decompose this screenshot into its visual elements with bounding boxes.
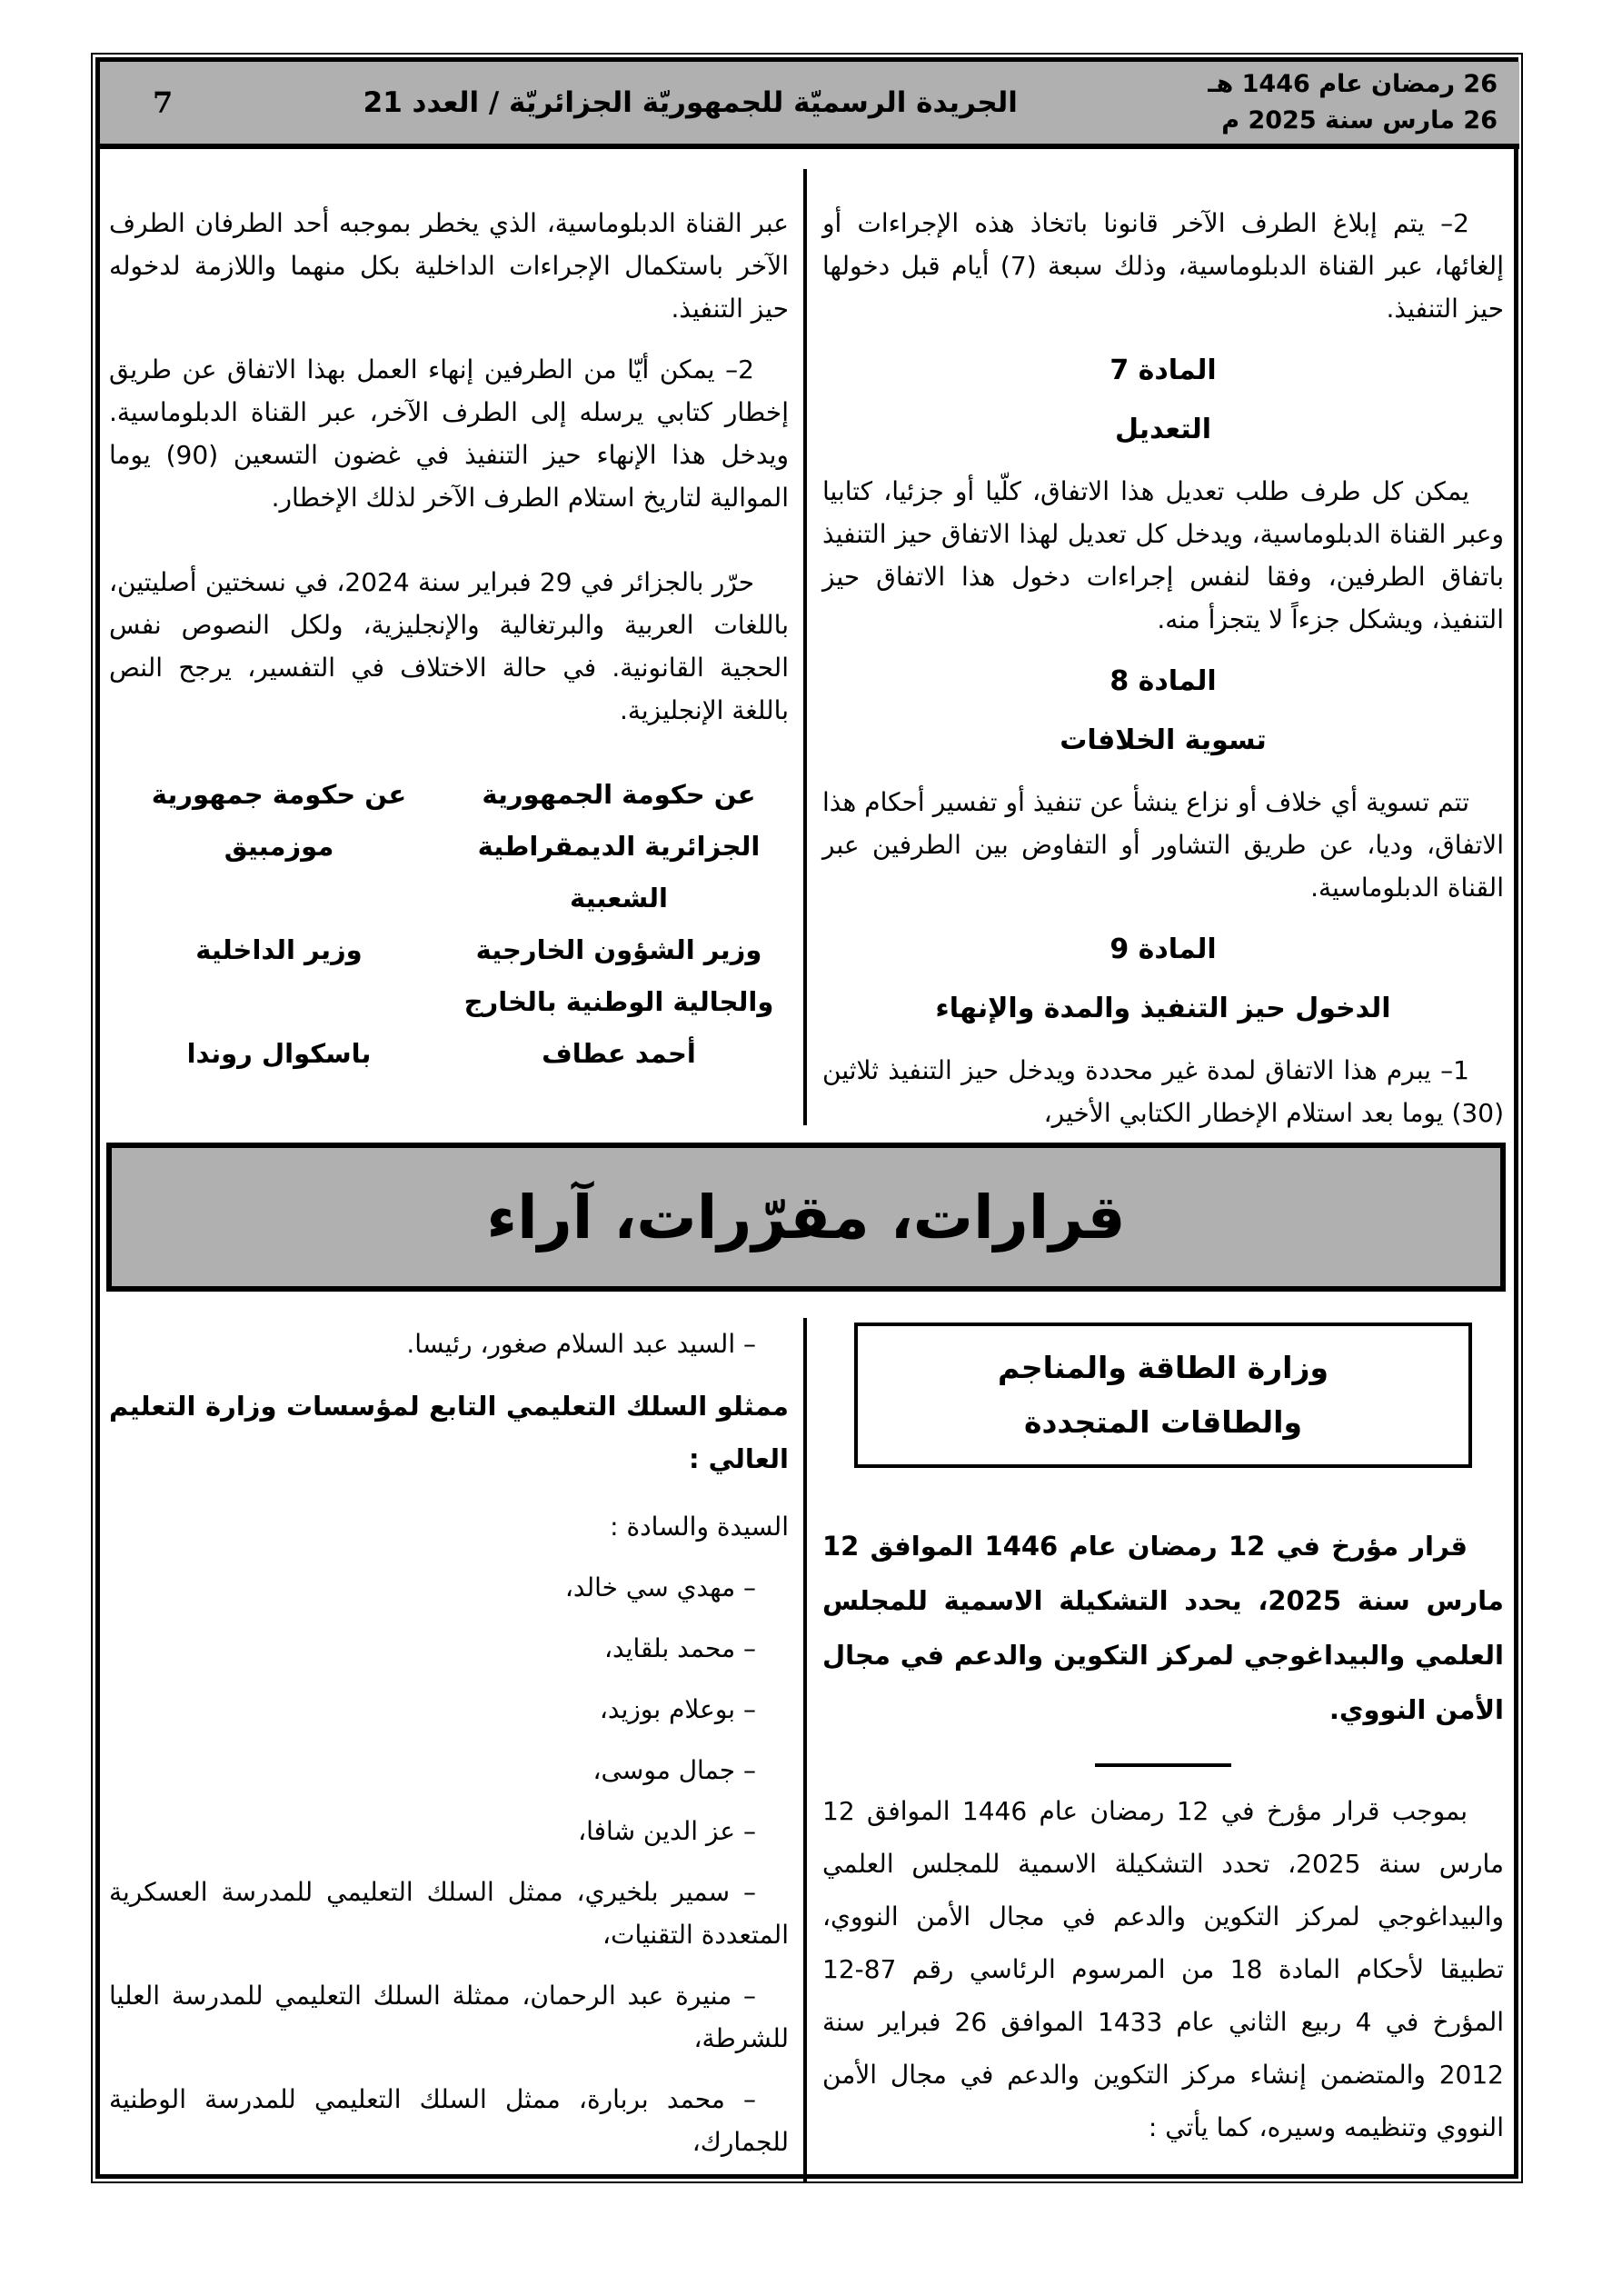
header-dates: [1208, 66, 1519, 139]
member-item: – محمد بربارة، ممثل السلك التعليمي للمدرسة الوطنية للجمارك،: [109, 2084, 789, 2157]
signature-mozambique-line: موزمبيق: [224, 830, 334, 862]
agreement-left-column: [109, 202, 789, 1079]
decree-intro: قرار مؤرخ في 12 رمضان عام 1446 الموافق 12 مارس سنة 2025، يحدد التشكيلة الاسمية للمجلس العلمي والبيداغوجي لمركز التكوين والدعم في مجال الأمن النووي.: [822, 1531, 1504, 1725]
member-item: – بوعلام بوزيد،: [599, 1694, 756, 1724]
bottom-column-divider: [803, 1318, 807, 2181]
article-7-subtitle: التعديل: [1114, 414, 1212, 445]
paragraph-amendment: يمكن كل طرف طلب تعديل هذا الاتفاق، كلّيا أو جزئيا، كتابيا وعبر القناة الدبلوماسية، ويدخل كل تعديل لهذا الاتفاق حيز التنفيذ باتفاق الطرفين، وفقا لنفس إجراءات دخول هذا الاتفاق حيز التنفيذ، ويشكل جزءاً لا يتجزأ منه.: [822, 476, 1504, 634]
article-7-title: المادة 7: [1110, 354, 1217, 386]
decree-body: بموجب قرار مؤرخ في 12 رمضان عام 1446 الموافق 12 مارس سنة 2025، تحدد التشكيلة الاسمية للمجلس العلمي والبيداغوجي لمركز التكوين والدعم في مجال الأمن النووي، تطبيقا لأحكام المادة 18 من المرسوم الرئاسي رقم 87-12 المؤرخ في 4 ربيع الثاني عام 1433 الموافق 26 فبراير سنة 2012 والمتضمن إنشاء مركز التكوين والدعم في مجال الأمن النووي وتنظيمه وسيره، كما يأتي :: [822, 1796, 1505, 2142]
signature-algeria-line: عن حكومة الجمهورية: [482, 778, 756, 810]
signature-block: [109, 768, 789, 1079]
top-column-divider: [803, 169, 807, 1125]
section-banner: [106, 1143, 1506, 1292]
decree-left-column: [109, 1323, 789, 2163]
header-bar: [100, 62, 1519, 149]
section-banner-title: قرارات، مقرّرات، آراء: [486, 1182, 1126, 1253]
paragraph-notification: 2– يتم إبلاغ الطرف الآخر قانونا باتخاذ هذه الإجراءات أو إلغائها، عبر القناة الدبلوماسية، وذلك سبعة (7) أيام قبل دخولها حيز التنفيذ.: [822, 208, 1504, 324]
article-8-subtitle: تسوية الخلافات: [1060, 724, 1267, 756]
decree-right-column: [822, 1323, 1504, 2154]
paragraph-done-at: حرّر بالجزائر في 29 فبراير سنة 2024، في نسختين أصليتين، باللغات العربية والبرتغالية والإنجليزية، ولكل النصوص نفس الحجية القانونية. في حالة الاختلاف في التفسير، يرجح النص باللغة الإنجليزية.: [109, 567, 789, 725]
article-9-subtitle: الدخول حيز التنفيذ والمدة والإنهاء: [935, 993, 1391, 1024]
paragraph-continuation: عبر القناة الدبلوماسية، الذي يخطر بموجبه أحد الطرفان الطرف الآخر باستكمال الإجراءات الداخلية بكل منهما واللازمة لدخوله حيز التنفيذ.: [109, 208, 789, 324]
article-9-title: المادة 9: [1110, 933, 1217, 965]
date-hijri: 26 رمضان عام 1446 هـ: [1208, 70, 1498, 98]
chairman-line: – السيد عبد السلام صغور، رئيسا.: [406, 1329, 756, 1359]
signature-mozambique-name: باسكوال روندا: [186, 1037, 372, 1069]
ministry-title-line1: وزارة الطاقة والمناجم: [998, 1350, 1328, 1385]
article-8-title: المادة 8: [1110, 665, 1217, 697]
date-gregorian: 26 مارس سنة 2025 م: [1221, 106, 1498, 135]
signature-algeria-line: الشعبية: [570, 882, 668, 913]
signature-algeria-name: أحمد عطاف: [542, 1037, 696, 1069]
paragraph-termination: 2– يمكن أيّا من الطرفين إنهاء العمل بهذا الاتفاق عن طريق إخطار كتابي يرسله إلى الطرف الآخر، عبر القناة الدبلوماسية. ويدخل هذا الإنهاء حيز التنفيذ في غضون التسعين (90) يوما الموالية لتاريخ استلام الطرف الآخر لذلك الإخطار.: [109, 354, 789, 513]
member-item: – محمد بلقايد،: [603, 1633, 756, 1663]
page-number: 7: [153, 85, 174, 120]
member-item: – مهدي سي خالد،: [564, 1572, 756, 1602]
paragraph-disputes: تتم تسوية أي خلاف أو نزاع ينشأ عن تنفيذ أو تفسير أحكام هذا الاتفاق، وديا، عن طريق التشاور أو التفاوض بين الطرفين عبر القناة الدبلوماسية.: [822, 787, 1504, 903]
separator-rule: [1095, 1763, 1231, 1767]
journal-title: الجريدة الرسميّة للجمهوريّة الجزائريّة / العدد 21: [363, 86, 1018, 119]
member-item: – سمير بلخيري، ممثل السلك التعليمي للمدرسة العسكرية المتعددة التقنيات،: [109, 1877, 789, 1950]
signature-mozambique-line: وزير الداخلية: [195, 933, 363, 965]
signature-algeria-line: الجزائرية الديمقراطية: [477, 830, 761, 862]
member-item: – جمال موسى،: [592, 1755, 756, 1785]
ministry-title-box: [854, 1323, 1472, 1468]
signature-algeria-line: والجالية الوطنية بالخارج: [463, 985, 774, 1017]
ministry-title-line2: والطاقات المتجددة: [1024, 1404, 1302, 1440]
signature-mozambique-line: عن حكومة جمهورية: [151, 778, 407, 810]
paragraph-entry-into-force: 1– يبرم هذا الاتفاق لمدة غير محددة ويدخل حيز التنفيذ ثلاثين (30) يوما بعد استلام الإخطار الكتابي الأخير،: [822, 1055, 1504, 1128]
agreement-right-column: [822, 202, 1504, 1134]
signature-algeria-line: وزير الشؤون الخارجية: [475, 933, 762, 965]
representatives-heading: ممثلو السلك التعليمي التابع لمؤسسات وزارة التعليم العالي :: [109, 1391, 789, 1474]
member-item: – عز الدين شافا،: [578, 1816, 756, 1846]
member-item: – منيرة عبد الرحمان، ممثلة السلك التعليمي للمدرسة العليا للشرطة،: [109, 1981, 789, 2053]
salutation-line: السيدة والسادة :: [610, 1512, 789, 1542]
